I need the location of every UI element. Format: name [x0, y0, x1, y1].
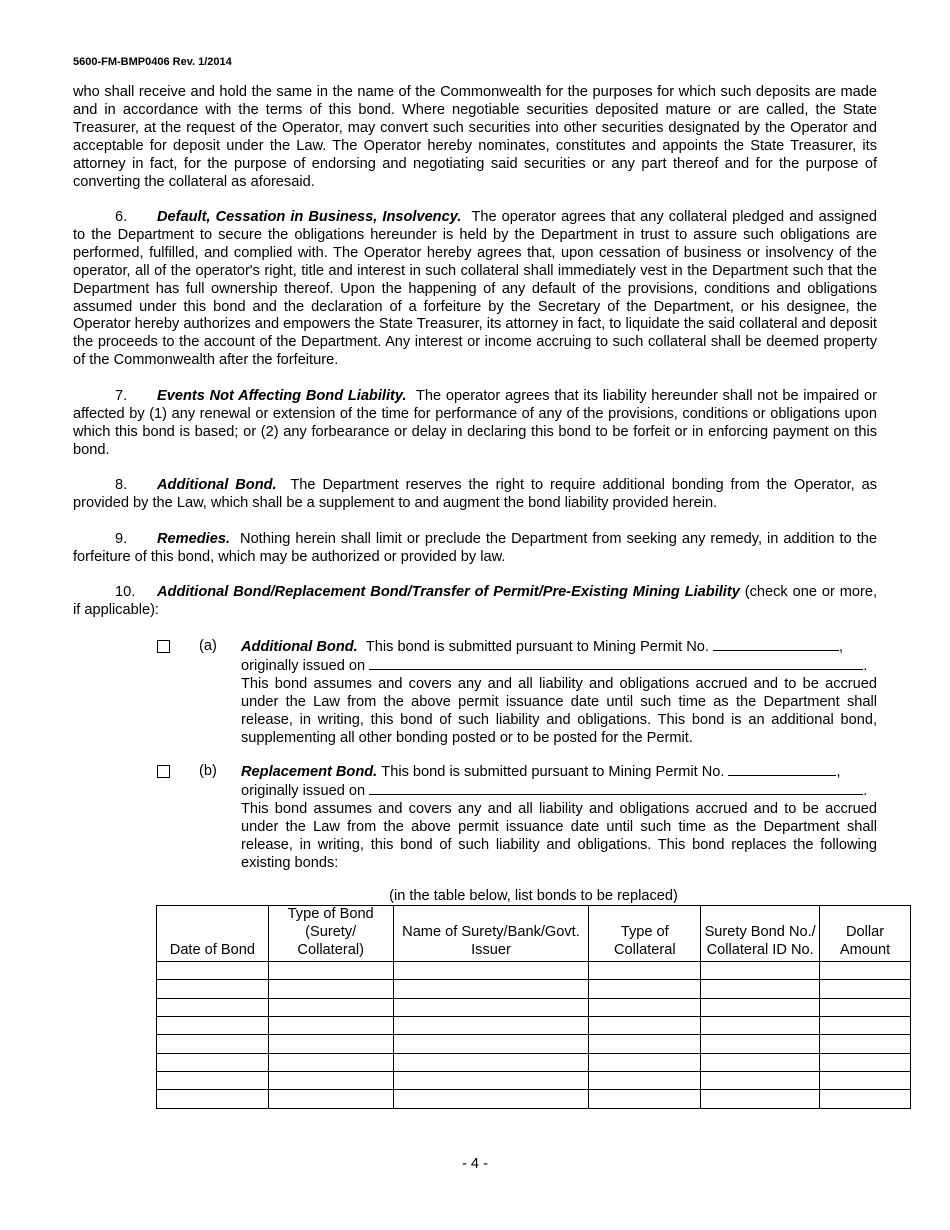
cell-date-of-bond[interactable]	[157, 1090, 269, 1108]
permit-number-field[interactable]	[713, 638, 839, 651]
section-8	[73, 477, 877, 513]
section-number: 10.	[115, 584, 136, 600]
period: .	[863, 782, 868, 799]
section-9	[73, 531, 877, 567]
section-title: Events Not Affecting Bond Liability.	[157, 388, 407, 404]
cell-type-of-bond[interactable]	[268, 980, 393, 998]
cell-issuer-name[interactable]	[393, 1035, 589, 1053]
option-text: This bond assumes and covers any and all liability and obligations accrued and to be accrued under the Law from the above permit issuance date until such time as the Department shall release, in writing, this bond of such liability and obligations. This bond is an additional bond, supplementing all other bonding posted or to be posted for the Permit.	[241, 675, 877, 746]
cell-type-of-bond[interactable]	[268, 1035, 393, 1053]
replaced-bonds-table	[156, 905, 911, 1109]
issued-label: originally issued on	[241, 782, 366, 799]
cell-bond-id[interactable]	[701, 1090, 820, 1108]
cell-type-of-collateral[interactable]	[589, 998, 701, 1016]
header-type-of-bond: Type of Bond (Surety/ Collateral)	[268, 906, 393, 962]
issued-label: originally issued on	[241, 657, 366, 674]
cell-issuer-name[interactable]	[393, 980, 589, 998]
cell-type-of-bond[interactable]	[268, 1053, 393, 1071]
cell-bond-id[interactable]	[701, 1016, 820, 1034]
section-text: The Department reserves the right to require additional bonding from the Operator, as provided by the Law, which shall be a supplement to and augment the bond liability provided herein.	[73, 477, 877, 511]
cell-issuer-name[interactable]	[393, 1053, 589, 1071]
header-issuer-name: Name of Surety/Bank/Govt. Issuer	[393, 906, 589, 962]
header-date-of-bond: Date of Bond	[157, 906, 269, 962]
cell-dollar-amount[interactable]	[820, 998, 911, 1016]
section-number: 6.	[115, 209, 128, 225]
cell-bond-id[interactable]	[701, 1035, 820, 1053]
cell-date-of-bond[interactable]	[157, 998, 269, 1016]
table-row	[157, 980, 911, 998]
cell-date-of-bond[interactable]	[157, 1072, 269, 1090]
cell-issuer-name[interactable]	[393, 998, 589, 1016]
section-text: (check one or more, if applicable):	[73, 584, 877, 618]
option-lead: This bond is submitted pursuant to Mining Permit No.	[365, 639, 709, 655]
cell-date-of-bond[interactable]	[157, 961, 269, 979]
section-title: Remedies.	[157, 531, 231, 547]
additional-bond-checkbox[interactable]	[157, 640, 170, 653]
cell-type-of-collateral[interactable]	[589, 961, 701, 979]
section-title: Additional Bond.	[157, 477, 277, 493]
table-row	[157, 1035, 911, 1053]
cell-dollar-amount[interactable]	[820, 980, 911, 998]
issued-on-field[interactable]	[369, 657, 863, 670]
section-text: Nothing herein shall limit or preclude the Department from seeking any remedy, in addition to the forfeiture of this bond, which may be authorized or provided by law.	[73, 531, 877, 565]
cell-type-of-collateral[interactable]	[589, 1016, 701, 1034]
section-text: The operator agrees that any collateral pledged and assigned to the Department to secure the obligations hereunder is held by the Department in trust to assure such obligations are performed, fulfilled, and complied with. The Operator hereby agrees that, upon cessation of business or insolvency of the operator, all of the operator's right, title and interest in such collateral shall immediately vest in the Department such that the Department has full ownership thereof. Upon the happening of any default of the provisions, conditions and obligations assumed under this bond and the declaration of a forfeiture by the Secretary of the Department, or his designee, the Operator hereby authorizes and empowers the State Treasurer, its attorney in fact, to liquidate the said collateral and deposit the proceeds to the account of the Department. Any interest or income accruing to such collateral shall be deemed property of the Commonwealth after the forfeiture.	[73, 209, 877, 369]
form-id: 5600-FM-BMP0406 Rev. 1/2014	[73, 56, 232, 68]
header-bond-id: Surety Bond No./ Collateral ID No.	[701, 906, 820, 962]
header-dollar-amount: Dollar Amount	[820, 906, 911, 962]
cell-type-of-collateral[interactable]	[589, 1053, 701, 1071]
table-row	[157, 961, 911, 979]
cell-issuer-name[interactable]	[393, 1090, 589, 1108]
section-10	[73, 584, 877, 620]
option-lead: This bond is submitted pursuant to Mining Permit No.	[381, 764, 725, 780]
option-text: This bond assumes and covers any and all liability and obligations accrued and to be accrued under the Law from the above permit issuance date until such time as the Department shall release, in writing, this bond of such liability and obligations. This bond replaces the following existing bonds:	[241, 800, 877, 871]
cell-type-of-bond[interactable]	[268, 1072, 393, 1090]
cell-dollar-amount[interactable]	[820, 1090, 911, 1108]
option-body	[241, 763, 877, 872]
section-title: Default, Cessation in Business, Insolvency.	[157, 209, 462, 225]
cell-type-of-collateral[interactable]	[589, 1090, 701, 1108]
option-label: (a)	[199, 638, 217, 654]
cell-issuer-name[interactable]	[393, 1072, 589, 1090]
issued-on-field[interactable]	[369, 782, 863, 795]
table-header-row	[157, 906, 911, 962]
permit-number-field[interactable]	[728, 763, 836, 776]
section-title: Additional Bond/Replacement Bond/Transfer of Permit/Pre-Existing Mining Liability	[157, 584, 740, 600]
cell-bond-id[interactable]	[701, 980, 820, 998]
replacement-bond-checkbox[interactable]	[157, 765, 170, 778]
cell-issuer-name[interactable]	[393, 1016, 589, 1034]
cell-issuer-name[interactable]	[393, 961, 589, 979]
cell-type-of-bond[interactable]	[268, 1016, 393, 1034]
section-text: The operator agrees that its liability hereunder shall not be impaired or affected by (1) any renewal or extension of the time for performance of any of the provisions, conditions or obligations upon which this bond is based; or (2) any forbearance or delay in declaring this bond to be forfeit or in enforcing payment on this bond.	[73, 388, 877, 458]
cell-date-of-bond[interactable]	[157, 1016, 269, 1034]
cell-bond-id[interactable]	[701, 1053, 820, 1071]
intro-paragraph: who shall receive and hold the same in the name of the Commonwealth for the purposes for which such deposits are made and in accordance with the terms of this bond. Where negotiable securities deposited mature or are called, the State Treasurer, at the request of the Operator, may convert such securities into other securities designated by the Operator and acceptable for deposit under the Law. The Operator hereby nominates, constitutes and appoints the State Treasurer, its attorney in fact, for the purpose of endorsing and negotiating said securities or any part thereof and for the purpose of converting the collateral as aforesaid.	[73, 84, 877, 190]
cell-type-of-bond[interactable]	[268, 998, 393, 1016]
cell-dollar-amount[interactable]	[820, 1053, 911, 1071]
cell-date-of-bond[interactable]	[157, 1035, 269, 1053]
period: .	[863, 657, 868, 674]
cell-type-of-bond[interactable]	[268, 1090, 393, 1108]
section-7	[73, 388, 877, 460]
section-number: 7.	[115, 388, 128, 404]
page-number: - 4 -	[462, 1156, 488, 1172]
option-body	[241, 638, 877, 747]
table-row	[157, 1090, 911, 1108]
cell-dollar-amount[interactable]	[820, 1035, 911, 1053]
section-6	[73, 209, 877, 370]
option-label: (b)	[199, 763, 217, 779]
table-caption: (in the table below, list bonds to be replaced)	[389, 888, 678, 904]
table-row	[157, 1053, 911, 1071]
section-number: 9.	[115, 531, 128, 547]
comma: ,	[839, 639, 844, 655]
cell-bond-id[interactable]	[701, 998, 820, 1016]
table-row	[157, 1016, 911, 1034]
cell-dollar-amount[interactable]	[820, 1072, 911, 1090]
cell-type-of-collateral[interactable]	[589, 1072, 701, 1090]
table-row	[157, 1072, 911, 1090]
option-title: Additional Bond.	[241, 639, 358, 655]
cell-dollar-amount[interactable]	[820, 1016, 911, 1034]
option-title: Replacement Bond.	[241, 764, 378, 780]
table-row	[157, 998, 911, 1016]
cell-type-of-collateral[interactable]	[589, 1035, 701, 1053]
header-type-of-collateral: Type of Collateral	[589, 906, 701, 962]
cell-type-of-bond[interactable]	[268, 961, 393, 979]
section-number: 8.	[115, 477, 128, 493]
comma: ,	[836, 764, 841, 780]
cell-dollar-amount[interactable]	[820, 961, 911, 979]
cell-bond-id[interactable]	[701, 1072, 820, 1090]
cell-bond-id[interactable]	[701, 961, 820, 979]
cell-date-of-bond[interactable]	[157, 980, 269, 998]
cell-date-of-bond[interactable]	[157, 1053, 269, 1071]
cell-type-of-collateral[interactable]	[589, 980, 701, 998]
